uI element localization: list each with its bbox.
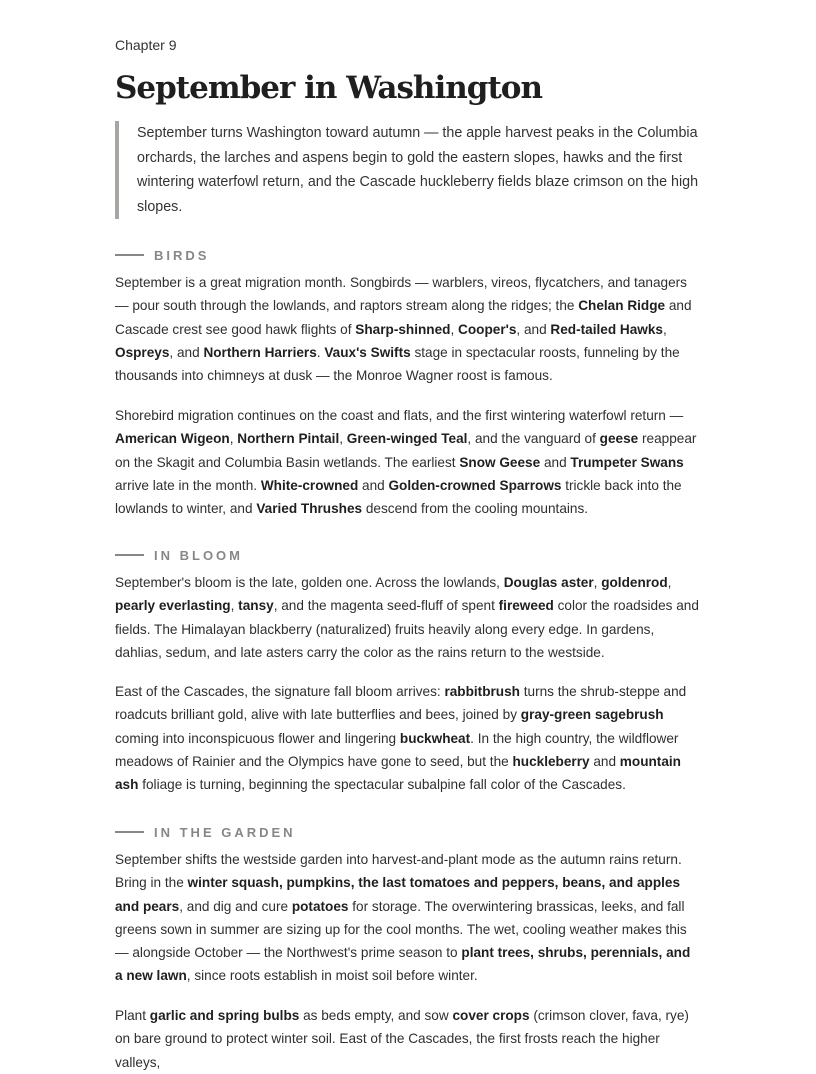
- emphasis-term: Sharp-shinned: [355, 321, 451, 337]
- emphasis-term: Trumpeter Swans: [570, 454, 684, 470]
- emphasis-term: Vaux's Swifts: [324, 344, 411, 360]
- paragraph: Plant garlic and spring bulbs as beds empty, and sow cover crops (crimson clover, fava, rye) on bare ground to protect winter soil. East of the Cascades, the first frosts reach the higher valleys,: [115, 1008, 689, 1070]
- emphasis-term: White-crowned: [260, 477, 359, 493]
- emphasis-term: Douglas aster: [503, 575, 594, 590]
- emphasis-term: pearly everlasting: [115, 598, 231, 614]
- chapter-label: Chapter 9: [115, 37, 177, 53]
- paragraph: Shorebird migration continues on the coast and flats, and the first wintering waterfowl return — American Wigeon, Northern Pintail, Green-winged Teal, and the vanguard of geese reappear on the Skagit and Columbia Basin wetlands. The earliest Snow Geese and Trumpeter Swans arrive late in the month. White-crowned and Golden-crowned Sparrows trickle back into the lowlands to winter, and Varied Thrushes descend from the cooling mountains.: [115, 408, 697, 517]
- emphasis-term: Snow Geese: [459, 454, 541, 470]
- emphasis-term: huckleberry: [512, 753, 590, 769]
- section-heading-label: IN BLOOM: [154, 547, 243, 563]
- emphasis-term: fireweed: [498, 598, 554, 614]
- emphasis-term: mountain ash: [115, 753, 681, 793]
- heading-rule: [115, 254, 144, 256]
- emphasis-term: Green-winged Teal: [346, 431, 468, 447]
- emphasis-term: Golden-crowned Sparrows: [388, 477, 562, 493]
- emphasis-term: Ospreys: [115, 344, 170, 360]
- emphasis-term: geese: [599, 431, 639, 447]
- heading-rule: [115, 831, 144, 833]
- emphasis-term: goldenrod: [601, 575, 668, 590]
- section-heading-in-bloom: [115, 546, 243, 564]
- section-heading-label: IN THE GARDEN: [154, 824, 296, 840]
- emphasis-term: plant trees, shrubs, perennials, and a new lawn: [115, 945, 691, 984]
- emphasis-term: cover crops: [452, 1008, 530, 1023]
- emphasis-term: Cooper's: [458, 321, 517, 337]
- emphasis-term: Chelan Ridge: [578, 298, 666, 314]
- section-heading-birds: [115, 246, 209, 264]
- emphasis-term: buckwheat: [399, 730, 471, 746]
- heading-rule: [115, 554, 144, 556]
- section-heading-in-the-garden: [115, 823, 296, 841]
- emphasis-term: Varied Thrushes: [256, 501, 363, 517]
- emphasis-term: garlic and spring bulbs: [149, 1008, 300, 1023]
- page-title: September in Washington: [115, 70, 542, 106]
- emphasis-term: American Wigeon: [115, 431, 230, 447]
- lede-quote: September turns Washington toward autumn — the apple harvest peaks in the Columbia orchards, the larches and aspens begin to gold the eastern slopes, hawks and the first wintering waterfowl return, and the Cascade huckleberry fields blaze crimson on the high slopes.: [115, 121, 701, 219]
- emphasis-term: Northern Harriers: [203, 344, 317, 360]
- emphasis-term: rabbitbrush: [444, 684, 520, 699]
- emphasis-term: potatoes: [291, 898, 349, 914]
- paragraph: September's bloom is the late, golden one. Across the lowlands, Douglas aster, goldenrod, pearly everlasting, tansy, and the magenta seed-fluff of spent fireweed color the roadsides and fields. The Himalayan blackberry (naturalized) fruits heavily along every edge. In gardens, dahlias, sedum, and late asters carry the color as the rains return to the westside.: [115, 575, 699, 660]
- emphasis-term: tansy: [238, 598, 274, 614]
- emphasis-term: Red-tailed Hawks: [550, 321, 663, 337]
- section-heading-label: BIRDS: [154, 247, 210, 263]
- paragraph: East of the Cascades, the signature fall bloom arrives: rabbitbrush turns the shrub-steppe and roadcuts brilliant gold, alive with late butterflies and bees, joined by gray-green sagebrush coming into inconspicuous flower and lingering buckwheat. In the high country, the wildflower meadows of Rainier and the Olympics have gone to seed, but the huckleberry and mountain ash foliage is turning, beginning the spectacular subalpine fall color of the Cascades.: [115, 684, 687, 793]
- paragraph: September is a great migration month. Songbirds — warblers, vireos, flycatchers, and tanagers — pour south through the lowlands, and raptors stream along the ridges; the Chelan Ridge and Cascade crest see good hawk flights of Sharp-shinned, Cooper's, and Red-tailed Hawks, Ospreys, and Northern Harriers. Vaux's Swifts stage in spectacular roosts, funneling by the thousands into chimneys at dusk — the Monroe Wagner roost is famous.: [115, 275, 692, 384]
- emphasis-term: winter squash, pumpkins, the last tomatoes and peppers, beans, and apples and pears: [115, 875, 681, 914]
- emphasis-term: Northern Pintail: [237, 431, 340, 447]
- paragraph: September shifts the westside garden into harvest-and-plant mode as the autumn rains return. Bring in the winter squash, pumpkins, the last tomatoes and peppers, beans, and apples and pears, and dig and cure potatoes for storage. The overwintering brassicas, leeks, and fall greens sown in summer are sizing up for the cool months. The wet, cooling weather makes this — alongside October — the Northwest's prime season to plant trees, shrubs, perennials, and a new lawn, since roots establish in moist soil before winter.: [115, 852, 691, 984]
- emphasis-term: gray-green sagebrush: [520, 707, 664, 723]
